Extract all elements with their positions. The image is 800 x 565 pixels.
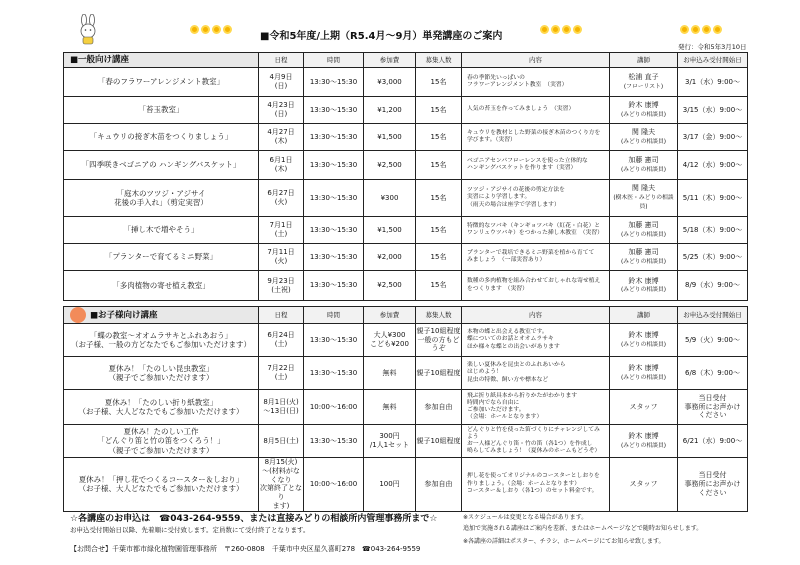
course-lecturer [610, 244, 678, 271]
col-header: 時間 [304, 53, 364, 68]
course-fee: ¥1,200 [364, 97, 416, 124]
course-capacity: 15名 [416, 244, 462, 271]
course-content: 飛ぶ折り紙具本から折りかたがわかります 時間内でなら自由に ご参加いただけます。 （会場：ホールとなります） [462, 390, 610, 425]
table-row [64, 124, 748, 151]
course-fee: 大人¥300 こども¥200 [364, 324, 416, 357]
course-lecturer [610, 217, 678, 244]
apply-note: お申込受付開始日以降、先着順に受付致します。定員数にて受付終了となります。 [70, 526, 310, 534]
col-header: 講師 [610, 307, 678, 324]
course-apply-start: 当日受付 事務所にお声かけ ください [678, 390, 748, 425]
course-lecturer [610, 390, 678, 425]
schedule-note: 追加で実施される講座はご案内を差新、またはホームページなどで随時お知らせします。 [463, 525, 703, 532]
course-apply-start: 3/1（水）9:00～ [678, 68, 748, 97]
course-lecturer [610, 151, 678, 180]
course-date: 7月22日 (土) [259, 357, 304, 390]
lecturer-role: (みどりの相談員) [620, 341, 667, 348]
course-apply-start: 8/9（水）9:00～ [678, 271, 748, 301]
table-row [64, 390, 748, 425]
col-header: 内容 [462, 307, 610, 324]
rabbit-icon [70, 307, 86, 323]
col-header: 講師 [610, 53, 678, 68]
course-name: 「四季咲きベゴニアの ハンギングバスケット」 [64, 151, 259, 180]
course-date: 4月9日 (日) [259, 68, 304, 97]
course-date: 7月1日 (土) [259, 217, 304, 244]
course-time: 13:30～15:30 [304, 68, 364, 97]
table-row [64, 180, 748, 217]
course-lecturer [610, 458, 678, 512]
course-time: 10:00～16:00 [304, 390, 364, 425]
table-row [64, 425, 748, 458]
page-title: ■令和5年度/上期（R5.4月～9月）単発講座のご案内 [260, 31, 503, 42]
lecturer-name: 加藤 憲司 [628, 248, 659, 256]
course-content: ツツジ・アジサイの花後の剪定方法を 実習により学習します。 （雨天の場合は座学で学習します） [462, 180, 610, 217]
course-content: 春の季節先いっぱいの フラワーアレンジメント教室 （実習） [462, 68, 610, 97]
lecturer-name: 鈴木 康博 [628, 432, 659, 440]
course-time: 13:30～15:30 [304, 97, 364, 124]
course-apply-start: 3/15（水）9:00～ [678, 97, 748, 124]
col-header: 時間 [304, 307, 364, 324]
rabbit-illustration [76, 14, 100, 46]
course-capacity: 親子10組程度 一般の方もどうぞ [416, 324, 462, 357]
course-date: 6月24日 (土) [259, 324, 304, 357]
table-row [64, 271, 748, 301]
kids-courses-table [63, 306, 748, 512]
course-fee: 300円 /1人1セット [364, 425, 416, 458]
schedule-note: ※スケジュールは変更となる場合があります。 [463, 514, 588, 521]
course-content: プランターで栽培できるミニ野菜を植から育てて みましょう （一部実習あり） [462, 244, 610, 271]
lecturer-name: スタッフ [629, 479, 658, 488]
course-apply-start: 6/8（木）9:00～ [678, 357, 748, 390]
col-header: 参加費 [364, 307, 416, 324]
schedule-note: ※各講座の詳細はポスター、チラシ、ホームページにてお知らせ致します。 [463, 538, 665, 545]
course-name: 「苔玉教室」 [64, 97, 259, 124]
course-date: 8月15(火) ～(材料がなくなり 次第終了となり ます) [260, 458, 302, 510]
course-lecturer [610, 97, 678, 124]
course-capacity: 15名 [416, 217, 462, 244]
course-apply-start: 4/12（水）9:00～ [678, 151, 748, 180]
course-content: 人気の苔玉を作ってみましょう （実習） [462, 97, 610, 124]
issue-date: 発行：令和5年3月10日 [678, 43, 747, 51]
course-name: 夏休み！「押し花でつくるコースター＆しおり」 （お子様、大人どなたでもご参加いただけます） [64, 458, 259, 512]
course-content: ベゴニアセンパフローレンスを使った立体的な ハンギングバスケットを作ります（実習） [462, 151, 610, 180]
section-title: ■お子様向け講座 [64, 307, 259, 324]
course-name: 夏休み！「たのしい昆虫教室」 （親子でご参加いただけます） [64, 357, 259, 390]
course-capacity: 参加自由 [416, 458, 462, 512]
lecturer-role: (みどりの相談員) [620, 231, 667, 238]
col-header: 募集人数 [416, 53, 462, 68]
col-header: 募集人数 [416, 307, 462, 324]
col-header: 参加費 [364, 53, 416, 68]
course-date: 8月5日(土) [259, 425, 304, 458]
lecturer-name: 鈴木 康博 [628, 101, 659, 109]
course-apply-start: 5/25（木）9:00～ [678, 244, 748, 271]
course-time: 13:30～15:30 [304, 151, 364, 180]
course-apply-start: 5/18（木）9:00～ [678, 217, 748, 244]
general-courses-table [63, 52, 748, 301]
course-lecturer [610, 324, 678, 357]
course-time: 13:30～15:30 [304, 217, 364, 244]
course-time: 13:30～15:30 [304, 124, 364, 151]
course-apply-start: 当日受付 事務所にお声かけ ください [678, 458, 748, 512]
course-fee: 100円 [364, 458, 416, 512]
course-date: 9月23日 (土祝) [259, 271, 304, 301]
lecturer-name: 加藤 憲司 [628, 156, 659, 164]
course-lecturer [610, 425, 678, 458]
course-name: 「春のフラワーアレンジメント教室」 [64, 68, 259, 97]
contact-info: 【お問合せ】千葉市都市緑化植物園管理事務所 〒260-0808 千葉市中央区星久喜町278 ☎043-264-9559 [70, 545, 421, 553]
col-header: 日程 [259, 307, 304, 324]
course-capacity: 15名 [416, 180, 462, 217]
course-date: 4月23日 (日) [259, 97, 304, 124]
lecturer-role: (みどりの相談員) [620, 442, 667, 449]
table-row [64, 151, 748, 180]
lecturer-name: 鈴木 康博 [628, 276, 659, 285]
course-fee: ¥1,500 [364, 124, 416, 151]
course-name: 夏休み！たのしい工作 「どんぐり笛と竹の笛をつくろう！」 （親子でご参加いただけます） [64, 425, 259, 458]
course-lecturer [610, 271, 678, 301]
lecturer-role: (みどりの相談員) [620, 287, 667, 294]
course-content: 特徴的なツバキ（キンギョツバキ（紅花・白花）と ワンリュウツバキ）をつかった挿し木教室 （実習） [462, 217, 610, 244]
course-time: 13:30～15:30 [304, 244, 364, 271]
course-lecturer [610, 357, 678, 390]
col-header: 内容 [462, 53, 610, 68]
course-fee: 無料 [364, 357, 416, 390]
course-capacity: 親子10組程度 [416, 357, 462, 390]
course-content: 押し花を使ってオリジナルのコースターとしおりを 作りましょう。（会場：ホームとなります） コースター＆しおり（各1つ）のセット料金です。 [462, 458, 610, 512]
course-time: 13:30～15:30 [304, 180, 364, 217]
course-fee: ¥2,500 [364, 151, 416, 180]
course-name: 「キュウリの接ぎ木苗をつくりましょう」 [64, 124, 259, 151]
course-date: 6月1日 (木) [259, 151, 304, 180]
course-content: どんぐりと竹を使った笛づくりにチャレンジしてみよう お一人様どんぐり笛・竹の笛（各1つ）を作成し 鳴らしてみましょう！（夏休みのホームもどうぞ） [462, 425, 610, 458]
course-time: 13:30～15:30 [304, 324, 364, 357]
col-header: 日程 [259, 53, 304, 68]
lecturer-role: (みどりの相談員) [620, 138, 667, 145]
course-date: 8月1日(火) ～13日(日) [259, 390, 304, 425]
table-row [64, 68, 748, 97]
lecturer-name: 鈴木 康博 [628, 331, 659, 339]
course-lecturer [610, 68, 678, 97]
lecturer-name: 松浦 直子 [628, 73, 659, 81]
course-name: 「プランターで育てるミニ野菜」 [64, 244, 259, 271]
course-name: 「蝶の教室～オオムラサキとふれあおう」 （お子様、一般の方どなたでもご参加いただけます） [64, 324, 259, 357]
course-fee: ¥2,500 [364, 271, 416, 301]
course-fee: 無料 [364, 390, 416, 425]
lecturer-role: (フローリスト) [623, 83, 664, 90]
course-capacity: 参加自由 [416, 390, 462, 425]
course-time: 10:00～16:00 [304, 458, 364, 512]
lecturer-role: (みどりの相談員) [620, 111, 667, 118]
apply-info: ☆各講座のお申込は ☎043-264-9559、または直接みどりの相談所内管理事務所まで☆ [70, 514, 438, 524]
course-apply-start: 6/21（水）9:00～ [678, 425, 748, 458]
lecturer-role: (みどりの相談員) [620, 166, 667, 173]
lecturer-name: スタッフ [629, 402, 658, 411]
course-time: 13:30～15:30 [304, 271, 364, 301]
course-fee: ¥3,000 [364, 68, 416, 97]
lecturer-name: 鈴木 康博 [628, 364, 659, 372]
course-date: 6月27日 (火) [259, 180, 304, 217]
course-name: 夏休み！「たのしい折り紙教室」 （お子様、大人どなたでもご参加いただけます） [64, 390, 259, 425]
course-capacity: 15名 [416, 271, 462, 301]
table-row [64, 244, 748, 271]
sunflower-decoration [680, 25, 734, 39]
table-row [64, 324, 748, 357]
course-capacity: 15名 [416, 68, 462, 97]
course-name: 「多肉植物の寄せ植え教室」 [64, 271, 259, 301]
course-apply-start: 5/9（火）9:00～ [678, 324, 748, 357]
course-content: 楽しい夏休みを昆虫とのふれあいから はじめよう！ 昆虫の特徴、飼い方や標本など [462, 357, 610, 390]
lecturer-role: (みどりの相談員) [620, 374, 667, 381]
course-time: 13:30～15:30 [304, 425, 364, 458]
course-fee: ¥2,000 [364, 244, 416, 271]
course-name: 「挿し木で増やそう」 [64, 217, 259, 244]
table-row [64, 458, 748, 512]
course-content: 数種の多肉植物を組み合わせておしゃれな寄せ植え をつくります （実習） [462, 271, 610, 301]
col-header: お申込み受付開始日 [678, 53, 748, 68]
course-capacity: 親子10組程度 [416, 425, 462, 458]
course-capacity: 15名 [416, 124, 462, 151]
course-name: 「庭木のツツジ・アジサイ 花後の手入れ」（剪定実習） [64, 180, 259, 217]
lecturer-role: (樹木医・みどりの相談員) [613, 195, 674, 211]
course-apply-start: 5/11（木）9:00～ [678, 180, 748, 217]
section-title: ■一般向け講座 [64, 53, 259, 68]
course-lecturer [610, 124, 678, 151]
lecturer-name: 加藤 憲司 [628, 221, 659, 229]
sunflower-decoration [190, 25, 244, 39]
course-capacity: 15名 [416, 151, 462, 180]
table-row [64, 97, 748, 124]
sunflower-decoration [540, 25, 594, 39]
course-date: 7月11日 (火) [259, 244, 304, 271]
lecturer-name: 関 隆夫 [631, 184, 656, 193]
course-lecturer [610, 180, 678, 217]
course-content: キュウリを教材とした野菜の接ぎ木苗のつくり方を 学びます。（実習） [462, 124, 610, 151]
lecturer-name: 関 隆夫 [631, 128, 656, 136]
course-fee: ¥300 [364, 180, 416, 217]
table-row [64, 357, 748, 390]
course-content: 本物の蝶と出会える教室です。 蝶についてのお話とオオムラサキ ほか様々な蝶との出会いがあります [462, 324, 610, 357]
col-header: お申込み受付開始日 [678, 307, 748, 324]
course-apply-start: 3/17（金）9:00～ [678, 124, 748, 151]
course-time: 13:30～15:30 [304, 357, 364, 390]
table-row [64, 217, 748, 244]
course-fee: ¥1,500 [364, 217, 416, 244]
course-capacity: 15名 [416, 97, 462, 124]
course-date: 4月27日 (木) [259, 124, 304, 151]
lecturer-role: (みどりの相談員) [620, 258, 667, 265]
